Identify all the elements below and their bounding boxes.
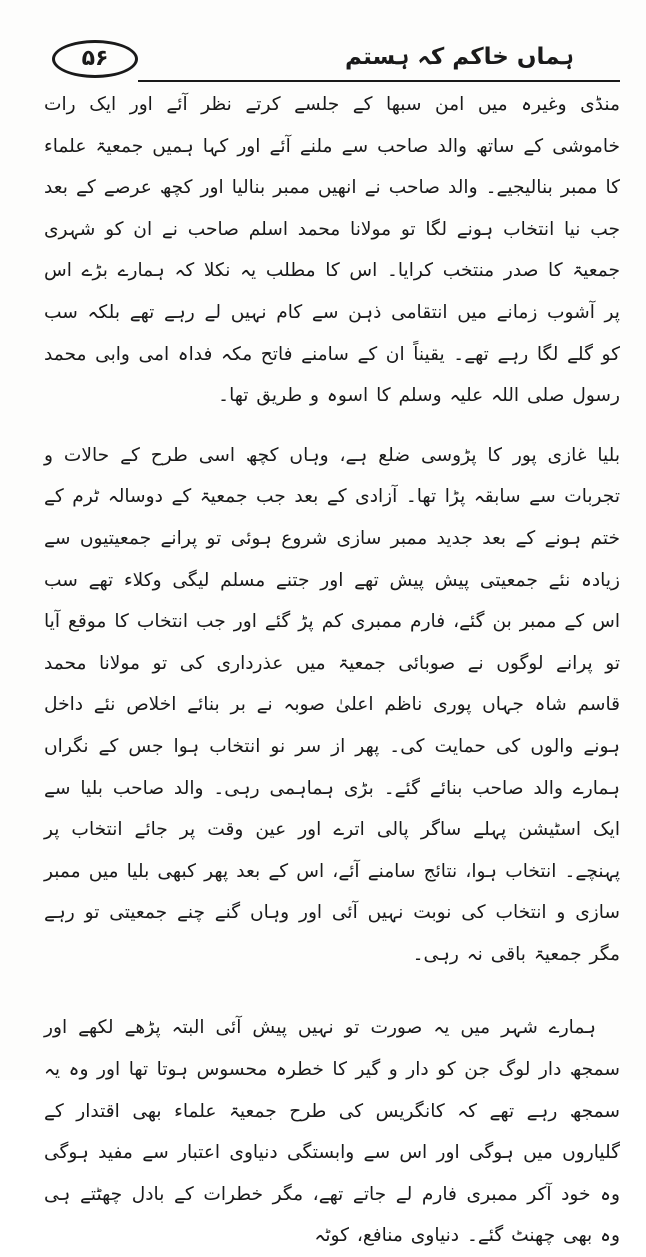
page-header xyxy=(52,36,620,86)
page-number: ۵۶ xyxy=(52,40,138,78)
body-text xyxy=(44,84,620,1257)
paragraph-3: ہمارے شہر میں یہ صورت تو نہیں پیش آئی البتہ پڑھے لکھے اور سمجھ دار لوگ جن کو دار و گیر کا خطرہ محسوس ہوتا تھا اور وہ یہ سمجھ رہے تھے کہ کانگریس کی طرح جمعیۃ علماء بھی اقتدار کے گلیاروں میں ہوگی اور اس سے وابستگی دنیاوی اعتبار سے مفید ہوگی وہ خود آکر ممبری فارم لے جاتے تھے، مگر خطرات کے بادل چھٹتے ہی وہ بھی چھنٹ گئے۔ دنیاوی منافع، کوٹہ xyxy=(44,1017,620,1247)
paragraph-2: بلیا غازی پور کا پڑوسی ضلع ہے، وہاں کچھ اسی طرح کے حالات و تجربات سے سابقہ پڑا تھا۔ آزادی کے بعد جب جمعیۃ کے دوسالہ ٹرم کے ختم ہونے کے بعد جدید ممبر سازی شروع ہوئی تو پرانے جمعیتیوں سے زیادہ نئے جمعیتی پیش پیش تھے اور جتنے مسلم لیگی وکلاء تھے سب اس کے ممبر بن گئے، فارم ممبری کم پڑ گئے اور جب انتخاب کا موقع آیا تو پرانے لوگوں نے صوبائی جمعیۃ میں عذرداری کی تو مولانا محمد قاسم شاہ جہاں پوری ناظم اعلیٰ صوبہ نے بر بنائے اخلاص نئے داخل ہونے والوں کی حمایت کی۔ پھر از سر نو انتخاب ہوا جس کے نگراں ہمارے والد صاحب بنائے گئے۔ بڑی ہماہمی رہی۔ والد صاحب بلیا سے ایک اسٹیشن پہلے ساگر پالی اترے اور عین وقت پر جائے انتخاب پر پہنچے۔ انتخاب ہوا، نتائج سامنے آئے، اس کے بعد پھر کبھی بلیا میں ممبر سازی و انتخاب کی نوبت نہیں آئی اور وہاں گنے چنے جمعیتی تو رہے مگر جمعیۃ باقی نہ رہی۔ xyxy=(44,444,620,965)
paragraph-1: منڈی وغیرہ میں امن سبھا کے جلسے کرتے نظر آئے اور ایک رات خاموشی کے ساتھ والد صاحب سے ملنے آئے اور کہا ہمیں جمعیۃ علماء کا ممبر بنالیجیے۔ والد صاحب نے انھیں ممبر بنالیا اور کچھ عرصے کے بعد جب نیا انتخاب ہونے لگا تو مولانا محمد اسلم صاحب نے ان کو شہری جمعیۃ کا صدر منتخب کرایا۔ اس کا مطلب یہ نکلا کہ ہمارے بڑے اس پر آشوب زمانے میں انتقامی ذہن سے کام نہیں لے رہے تھے بلکہ سب کو گلے لگا رہے تھے۔ یقیناً ان کے سامنے فاتح مکہ فداہ امی وابی محمد رسول صلی اللہ علیہ وسلم کا اسوہ و طریق تھا۔ xyxy=(44,94,620,407)
header-rule xyxy=(138,80,620,82)
running-title: ہماں خاکم کہ ہستم xyxy=(345,44,574,70)
